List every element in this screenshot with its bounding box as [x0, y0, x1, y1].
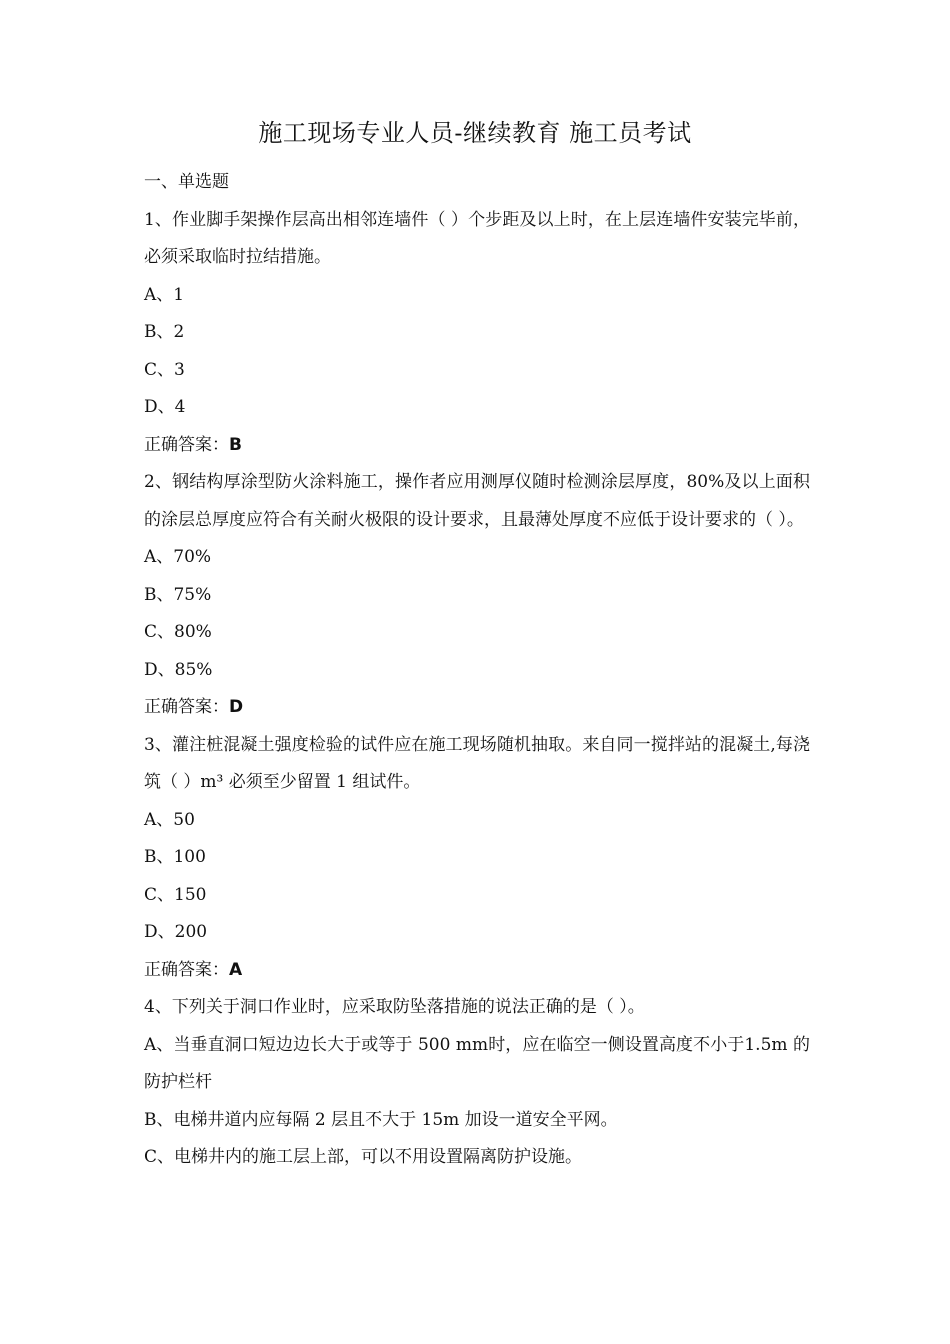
- question-3-option-d: D、200: [144, 922, 208, 942]
- question-2-option-d: D、85%: [144, 659, 213, 680]
- section-heading: 一、单选题: [144, 172, 229, 192]
- question-1-answer: [144, 427, 810, 465]
- question-1-option-d: D、4: [144, 397, 186, 417]
- question-4-option-b: B、电梯井道内应每隔 2 层且不大于 15m 加设一道安全平网。: [144, 1109, 618, 1130]
- question-3-stem: 3、灌注桩混凝土强度检验的试件应在施工现场随机抽取。来自同一搅拌站的混凝土,每浇筑（ ）m³ 必须至少留置 1 组试件。: [144, 734, 810, 792]
- answer-key: D: [229, 697, 244, 717]
- question-1-option-a: A、1: [144, 284, 185, 305]
- question-2-option-a: A、70%: [144, 547, 212, 567]
- answer-label: 正确答案：: [144, 697, 229, 717]
- question-4-option-c: C、电梯井内的施工层上部，可以不用设置隔离防护设施。: [144, 1147, 583, 1167]
- question-3-option-b: B、100: [144, 847, 206, 867]
- question-4-stem: 4、下列关于洞口作业时，应采取防坠落措施的说法正确的是（ ）。: [144, 997, 645, 1017]
- question-4-option-a: A、当垂直洞口短边边长大于或等于 500 mm时，应在临空一侧设置高度不小于1.5m 的防护栏杆: [144, 1034, 810, 1092]
- question-2-stem: 2、钢结构厚涂型防火涂料施工，操作者应用测厚仪随时检测涂层厚度，80%及以上面积的涂层总厚度应符合有关耐火极限的设计要求，且最薄处厚度不应低于设计要求的（ ）。: [144, 472, 810, 530]
- answer-label: 正确答案：: [144, 959, 229, 980]
- question-2-answer: [144, 689, 810, 727]
- question-2-option-b: B、75%: [144, 584, 212, 605]
- answer-label: 正确答案：: [144, 434, 229, 455]
- answer-key: B: [229, 434, 242, 455]
- question-1-option-b: B、2: [144, 322, 185, 342]
- answer-key: A: [229, 959, 243, 980]
- question-1-option-c: C、3: [144, 359, 185, 380]
- document-title: 施工现场专业人员-继续教育 施工员考试: [258, 119, 692, 147]
- question-list: [144, 164, 810, 1177]
- question-3-option-a: A、50: [144, 809, 195, 830]
- question-3-option-c: C、150: [144, 884, 207, 905]
- question-2-option-c: C、80%: [144, 622, 212, 642]
- question-3-answer: [144, 952, 810, 990]
- question-1-stem: 1、作业脚手架操作层高出相邻连墙件（ ）个步距及以上时，在上层连墙件安装完毕前，必须采取临时拉结措施。: [144, 209, 810, 267]
